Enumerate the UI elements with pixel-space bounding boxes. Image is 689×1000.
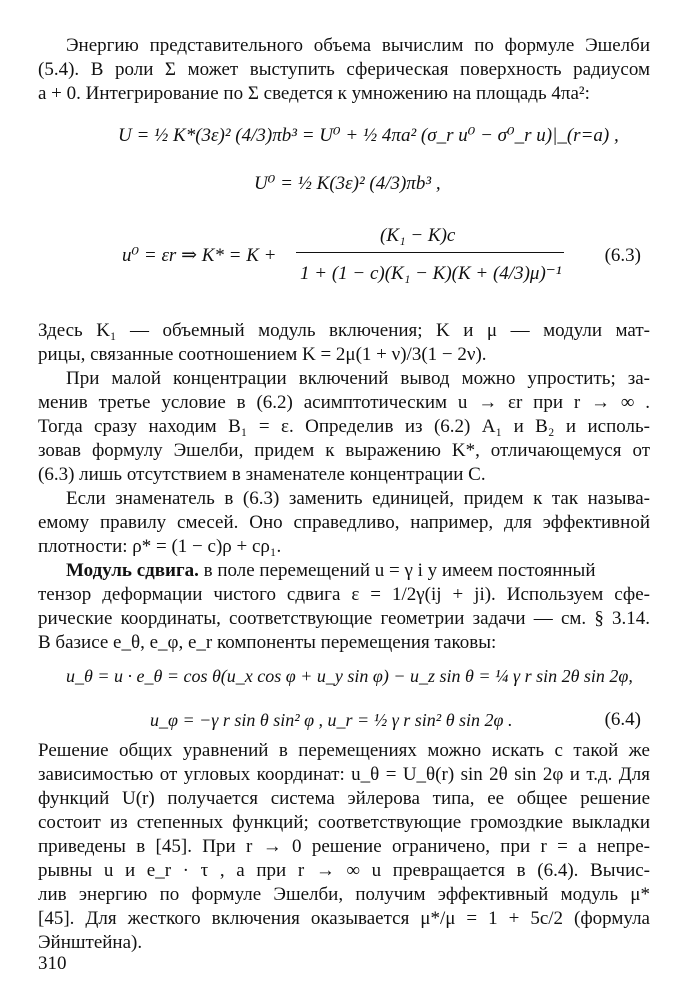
text-line: Здесь K₁ — объемный модуль включения; K и μ — модули мат- bbox=[38, 320, 650, 341]
text-line: Если знаменатель в (6.3) заменить единицей, придем к так называ- bbox=[66, 488, 650, 509]
text-line: состоит из степенных функций; соответствующие громоздкие выкладки bbox=[38, 812, 650, 833]
text-line: емому правилу смесей. Оно справедливо, например, для эффективной bbox=[38, 512, 650, 533]
text-line: рические координаты, соответствующие геометрии задачи — см. § 3.14. bbox=[38, 608, 650, 629]
text-line: рицы, связанные соотношением K = 2μ(1 + ν)/3(1 − 2ν). bbox=[38, 344, 487, 365]
equation-number: (6.4) bbox=[604, 709, 641, 730]
equation-63-numerator: (K₁ − K)c bbox=[380, 225, 456, 246]
equation-63-denominator: 1 + (1 − c)(K₁ − K)(K + (4/3)μ)⁻¹ bbox=[300, 263, 562, 284]
text-line bbox=[66, 559, 650, 583]
text-line: Тогда сразу находим B₁ = ε. Определив из (6.2) A₁ и B₂ и исполь- bbox=[38, 416, 650, 437]
text-line: (6.3) лишь отсутствием в знаменателе концентрации C. bbox=[38, 464, 486, 485]
text-span: в поле перемещений u = γ i y имеем постоянный bbox=[203, 560, 596, 581]
text-line: менив третье условие в (6.2) асимптотическим u → εr при r → ∞ . bbox=[38, 392, 650, 413]
text-line: плотности: ρ* = (1 − c)ρ + cρ₁. bbox=[38, 536, 282, 557]
text-line: [45]. Для жесткого включения оказывается μ*/μ = 1 + 5c/2 (формула bbox=[38, 908, 650, 929]
text-line: лив энергию по формуле Эшелби, получим эффективный модуль μ* bbox=[38, 884, 650, 905]
page-number: 310 bbox=[38, 953, 67, 974]
equation-u0: U⁰ = ½ K(3ε)² (4/3)πb³ , bbox=[254, 173, 441, 194]
text-line: Решение общих уравнений в перемещениях можно искать с такой же bbox=[38, 740, 650, 761]
equation-63-left: u⁰ = εr ⇒ K* = K + bbox=[122, 245, 277, 266]
text-line: рывны u и e_r · τ , а при r → ∞ u превращается в (6.4). Вычис- bbox=[38, 860, 650, 881]
text-line: приведены в [45]. При r → 0 решение ограничено, при r = a непре- bbox=[38, 836, 650, 857]
fraction-bar bbox=[296, 252, 564, 253]
text-line: В базисе e_θ, e_φ, e_r компоненты перемещения таковы: bbox=[38, 632, 497, 653]
text-line: a + 0. Интегрирование по Σ сведется к умножению на площадь 4πa²: bbox=[38, 83, 590, 104]
text-line: Энергию представительного объема вычислим по формуле Эшелби bbox=[66, 35, 650, 56]
equation-energy: U = ½ K*(3ε)² (4/3)πb³ = U⁰ + ½ 4πa² (σ_r u⁰ − σ⁰_r u)|_(r=a) , bbox=[118, 125, 619, 146]
text-line: функций U(r) получается система эйлерова типа, ее общее решение bbox=[38, 788, 650, 809]
equation-u-phi-u-r: u_φ = −γ r sin θ sin² φ , u_r = ½ γ r sin² θ sin 2φ . bbox=[150, 710, 513, 730]
section-heading: Модуль сдвига. bbox=[66, 560, 199, 581]
text-line: При малой концентрации включений вывод можно упростить; за- bbox=[66, 368, 650, 389]
text-line: (5.4). В роли Σ может выступить сферическая поверхность радиусом bbox=[38, 59, 650, 80]
equation-number: (6.3) bbox=[604, 245, 641, 266]
text-line: тензор деформации чистого сдвига ε = 1/2γ(ij + ji). Используем сфе- bbox=[38, 584, 650, 605]
text-line: Эйнштейна). bbox=[38, 932, 143, 953]
text-line: зависимостью от угловых координат: u_θ = U_θ(r) sin 2θ sin 2φ и т.д. Для bbox=[38, 764, 650, 785]
equation-u-theta: u_θ = u · e_θ = cos θ(u_x cos φ + u_y sin φ) − u_z sin θ = ¼ γ r sin 2θ sin 2φ, bbox=[66, 666, 633, 686]
text-line: зовав формулу Эшелби, придем к выражению K*, отличающемуся от bbox=[38, 440, 650, 461]
